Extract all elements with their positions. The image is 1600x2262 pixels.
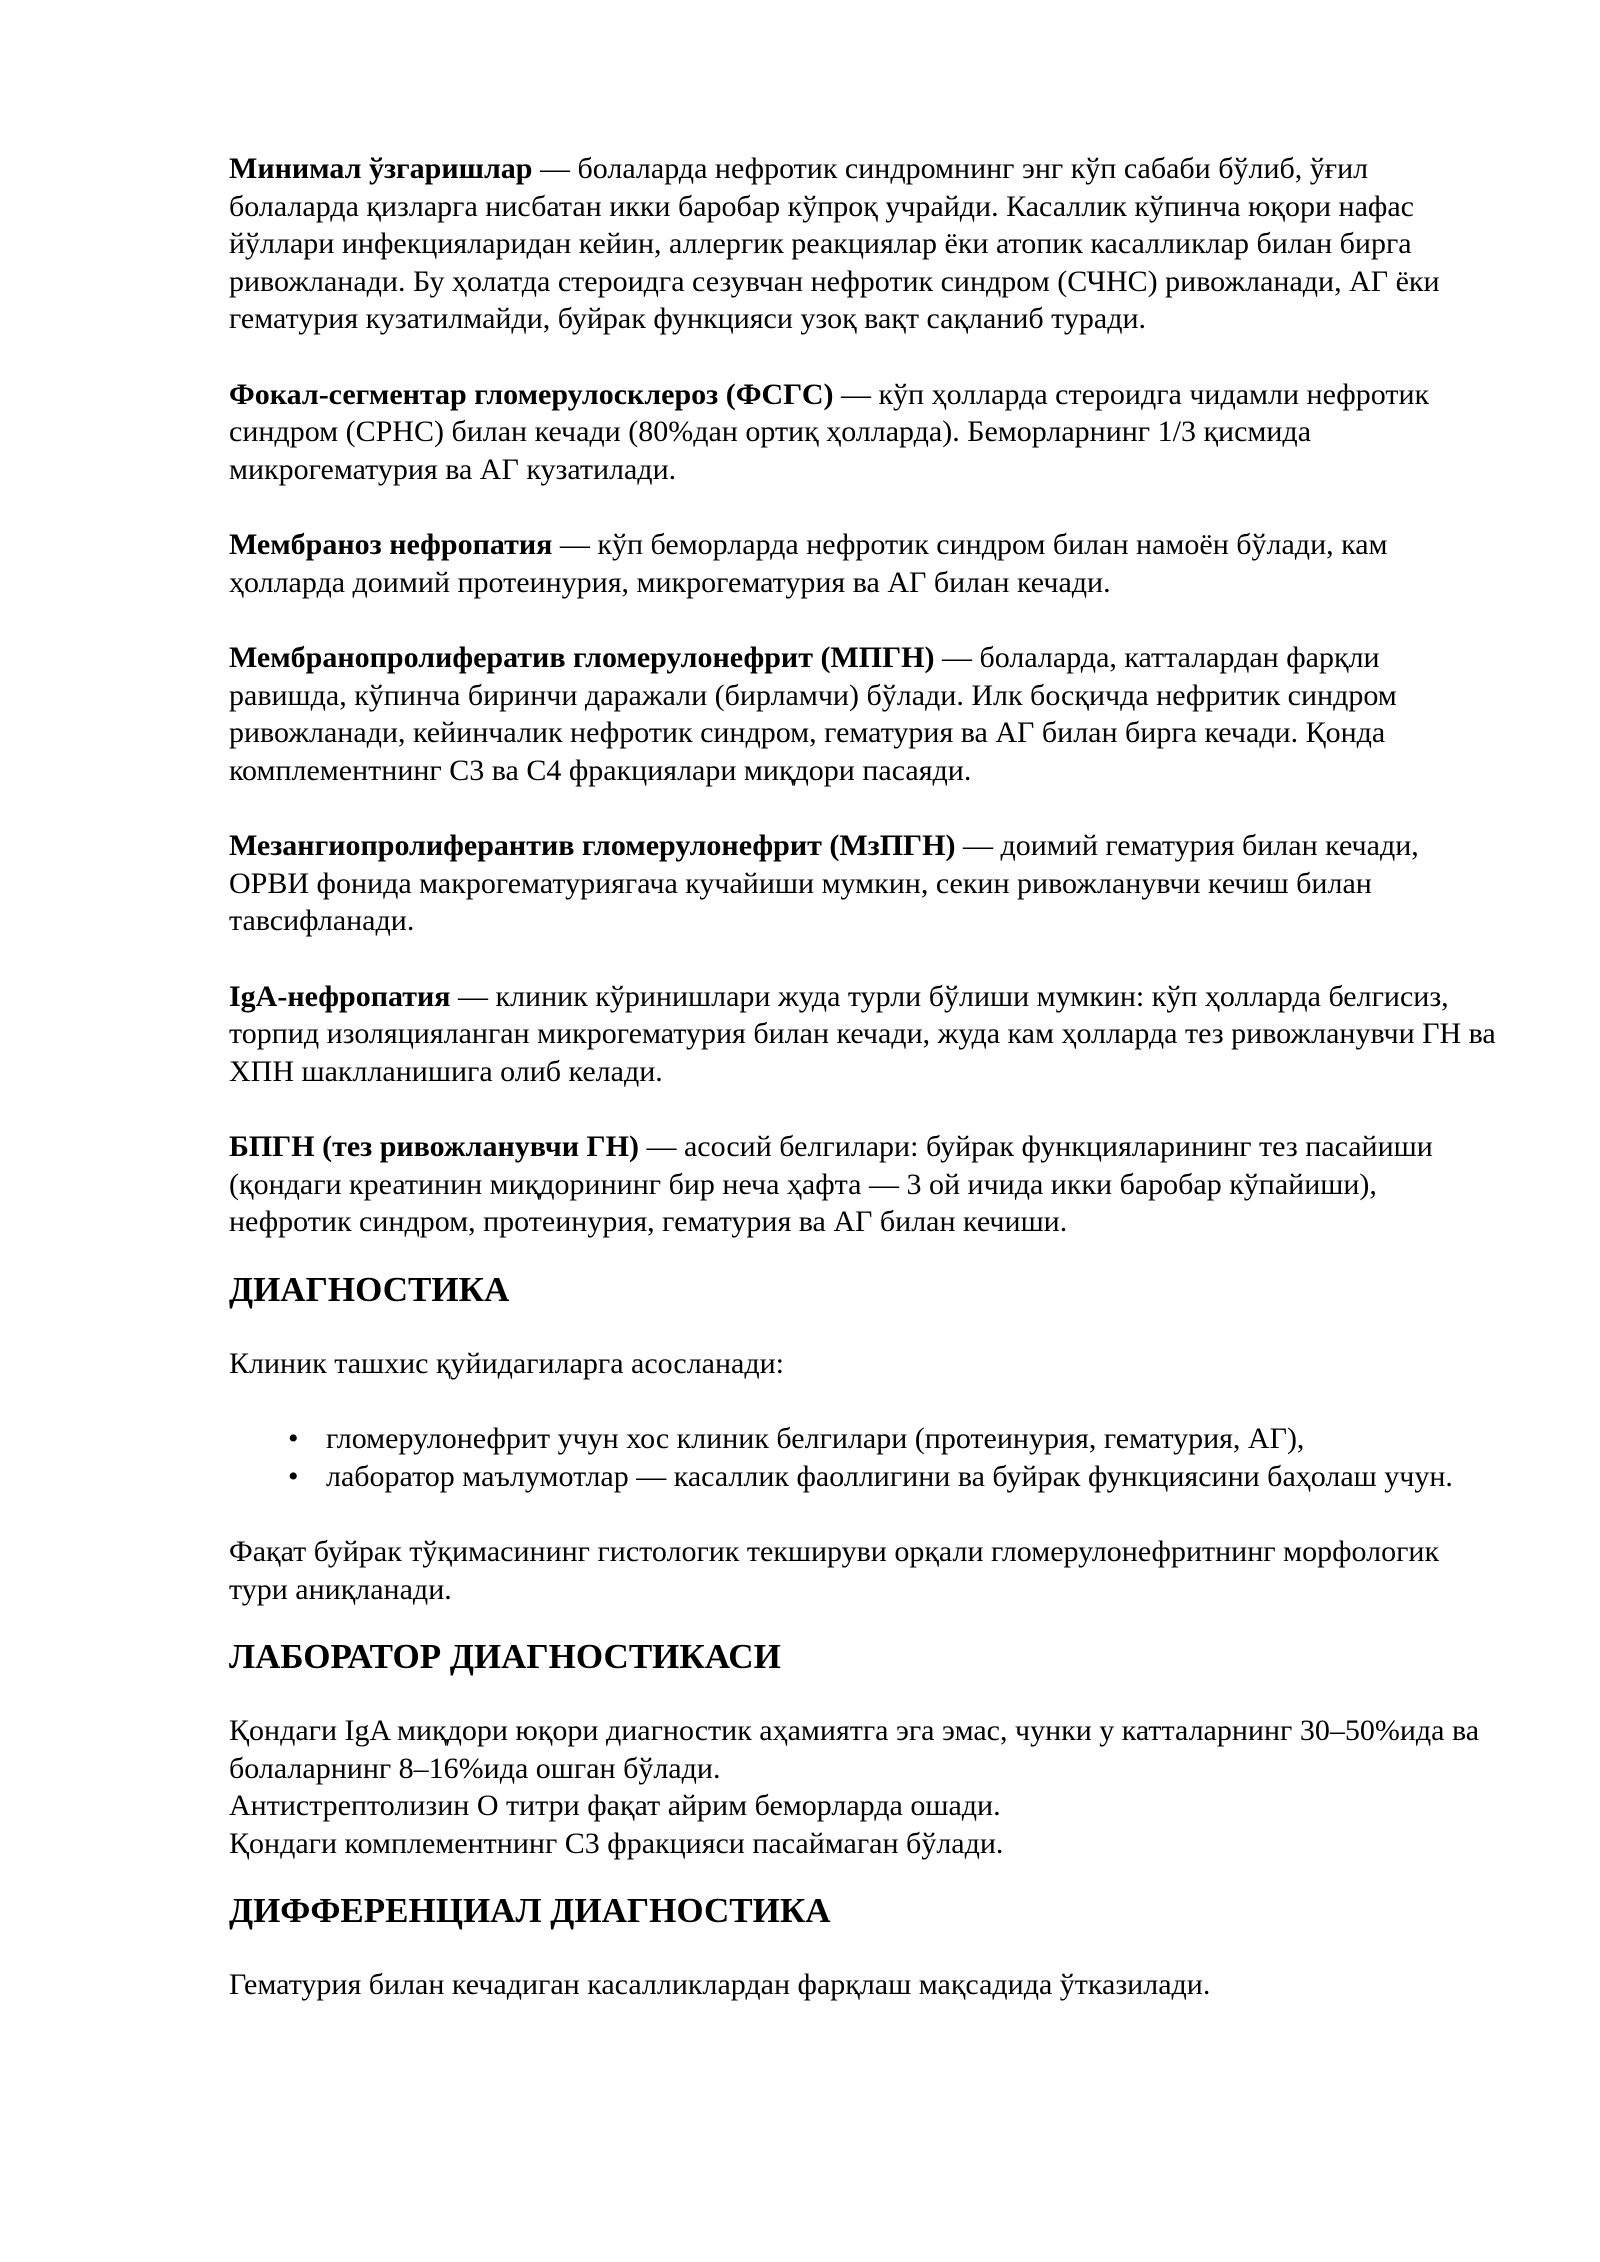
paragraph-text: — болаларда, катталардан фарқли равишда, кўпинча биринчи даражали (бирламчи) бўлади. Илк босқичда нефритик синдром ривожланади, кейинчалик нефротик синдром, гематурия ва АГ билан бирга кечади. Қонда комплементнинг С3 ва С4 фракциялари миқдори пасаяди. <box>229 641 1397 787</box>
paragraph-text: — болаларда нефротик синдромнинг энг кўп сабаби бўлиб, ўғил болаларда қизларга нисбатан икки баробар кўпроқ учрайди. Касаллик кўпинча юқори нафас йўллари инфекцияларидан кейин, аллергик реакциялар ёки атопик касалликлар билан бирга ривожланади. Бу ҳолатда стероидга сезувчан нефротик синдром (СЧНС) ривожланади, АГ ёки гематурия кузатилмайди, буйрак функцияси узоқ вақт сақланиб туради. <box>229 152 1440 335</box>
heading-lab-diagnostics: ЛАБОРАТОР ДИАГНОСТИКАСИ <box>229 1637 781 1676</box>
bullet-icon: • <box>288 1459 299 1493</box>
list-item <box>229 1458 1501 1496</box>
term-mzpgn: Мезангиопролиферантив гломерулонефрит (МзПГН) <box>229 829 956 862</box>
list-item-text: гломерулонефрит учун хос клиник белгилари (протеинурия, гематурия, АГ), <box>326 1422 1305 1455</box>
paragraph-mpgn <box>229 639 1501 789</box>
bullet-icon: • <box>288 1422 299 1455</box>
list-item-text: лаборатор маълумотлар — касаллик фаоллигини ва буйрак функциясини баҳолаш учун. <box>326 1459 1453 1493</box>
diagnostics-intro: Клиник ташхис қуйидагиларга асосланади: <box>229 1346 785 1380</box>
heading-differential-diagnostics: ДИФФЕРЕНЦИАЛ ДИАГНОСТИКА <box>229 1891 831 1930</box>
term-membranous-nephropathy: Мембраноз нефропатия <box>229 528 553 561</box>
paragraph-text: — клиник кўринишлари жуда турли бўлиши мумкин: кўп ҳолларда белгисиз, торпид изоляцияланган микрогематурия билан кечади, жуда кам ҳолларда тез ривожланувчи ГН ва ХПН шаклланишига олиб келади. <box>229 979 1496 1088</box>
term-minimal-changes: Минимал ўзгаришлар <box>229 152 533 185</box>
paragraph-text: — кўп ҳолларда стероидга чидамли нефротик синдром (СРНС) билан кечади (80%дан ортиқ ҳолларда). Беморларнинг 1/3 қисмида микрогематурия ва АГ кузатилади. <box>229 377 1430 486</box>
heading-diagnostics: ДИАГНОСТИКА <box>229 1269 510 1309</box>
term-iga-nephropathy: IgA-нефропатия <box>229 979 451 1013</box>
paragraph-minimal-changes <box>229 150 1501 338</box>
lab-line: Антистрептолизин О титри фақат айрим беморларда ошади. <box>229 1789 1001 1822</box>
diagnostics-outro: Фақат буйрак тўқимасининг гистологик текшируви орқали гломерулонефритнинг морфологик тури аниқланади. <box>229 1535 1440 1606</box>
paragraph-mzpgn <box>229 827 1501 940</box>
paragraph-iga-nephropathy <box>229 978 1501 1091</box>
term-fsgs: Фокал-сегментар гломерулосклероз (ФСГС) <box>229 377 834 411</box>
paragraph-text: — кўп беморларда нефротик синдром билан намоён бўлади, кам ҳолларда доимий протеинурия, микрогематурия ва АГ билан кечади. <box>229 528 1388 599</box>
term-rpgn: БПГН (тез ривожланувчи ГН) <box>229 1130 639 1163</box>
paragraph-text: — доимий гематурия билан кечади, ОРВИ фонида макрогематуриягача кучайиши мумкин, секин ривожланувчи кечиш билан тавсифланади. <box>229 829 1419 937</box>
paragraph-text: — асосий белгилари: буйрак функцияларининг тез пасайиши (қондаги креатинин миқдорининг бир неча ҳафта — 3 ой ичида икки баробар кўпайиши), нефротик синдром, протеинурия, гематурия ва АГ билан кечиши. <box>229 1130 1433 1238</box>
differential-diagnostics-text: Гематурия билан кечадиган касалликлардан фарқлаш мақсадида ўтказилади. <box>229 1968 1211 2001</box>
lab-line: Қондаги IgA миқдори юқори диагностик аҳамиятга эга эмас, чунки у катталарнинг 30–50%ида ва болаларнинг 8–16%ида ошган бўлади. <box>229 1714 1480 1785</box>
paragraph-fsgs <box>229 376 1501 489</box>
document-page <box>229 150 1501 2042</box>
term-mpgn: Мембранопролифератив гломерулонефрит (МПГН) <box>229 641 935 674</box>
diagnostics-bullet-list <box>229 1420 1501 1495</box>
lab-line: Қондаги комплементнинг С3 фракцияси пасаймаган бўлади. <box>229 1826 1004 1860</box>
lab-diagnostics-text <box>229 1712 1501 1862</box>
list-item <box>229 1420 1501 1458</box>
paragraph-membranous-nephropathy <box>229 526 1501 601</box>
paragraph-rpgn <box>229 1128 1501 1241</box>
